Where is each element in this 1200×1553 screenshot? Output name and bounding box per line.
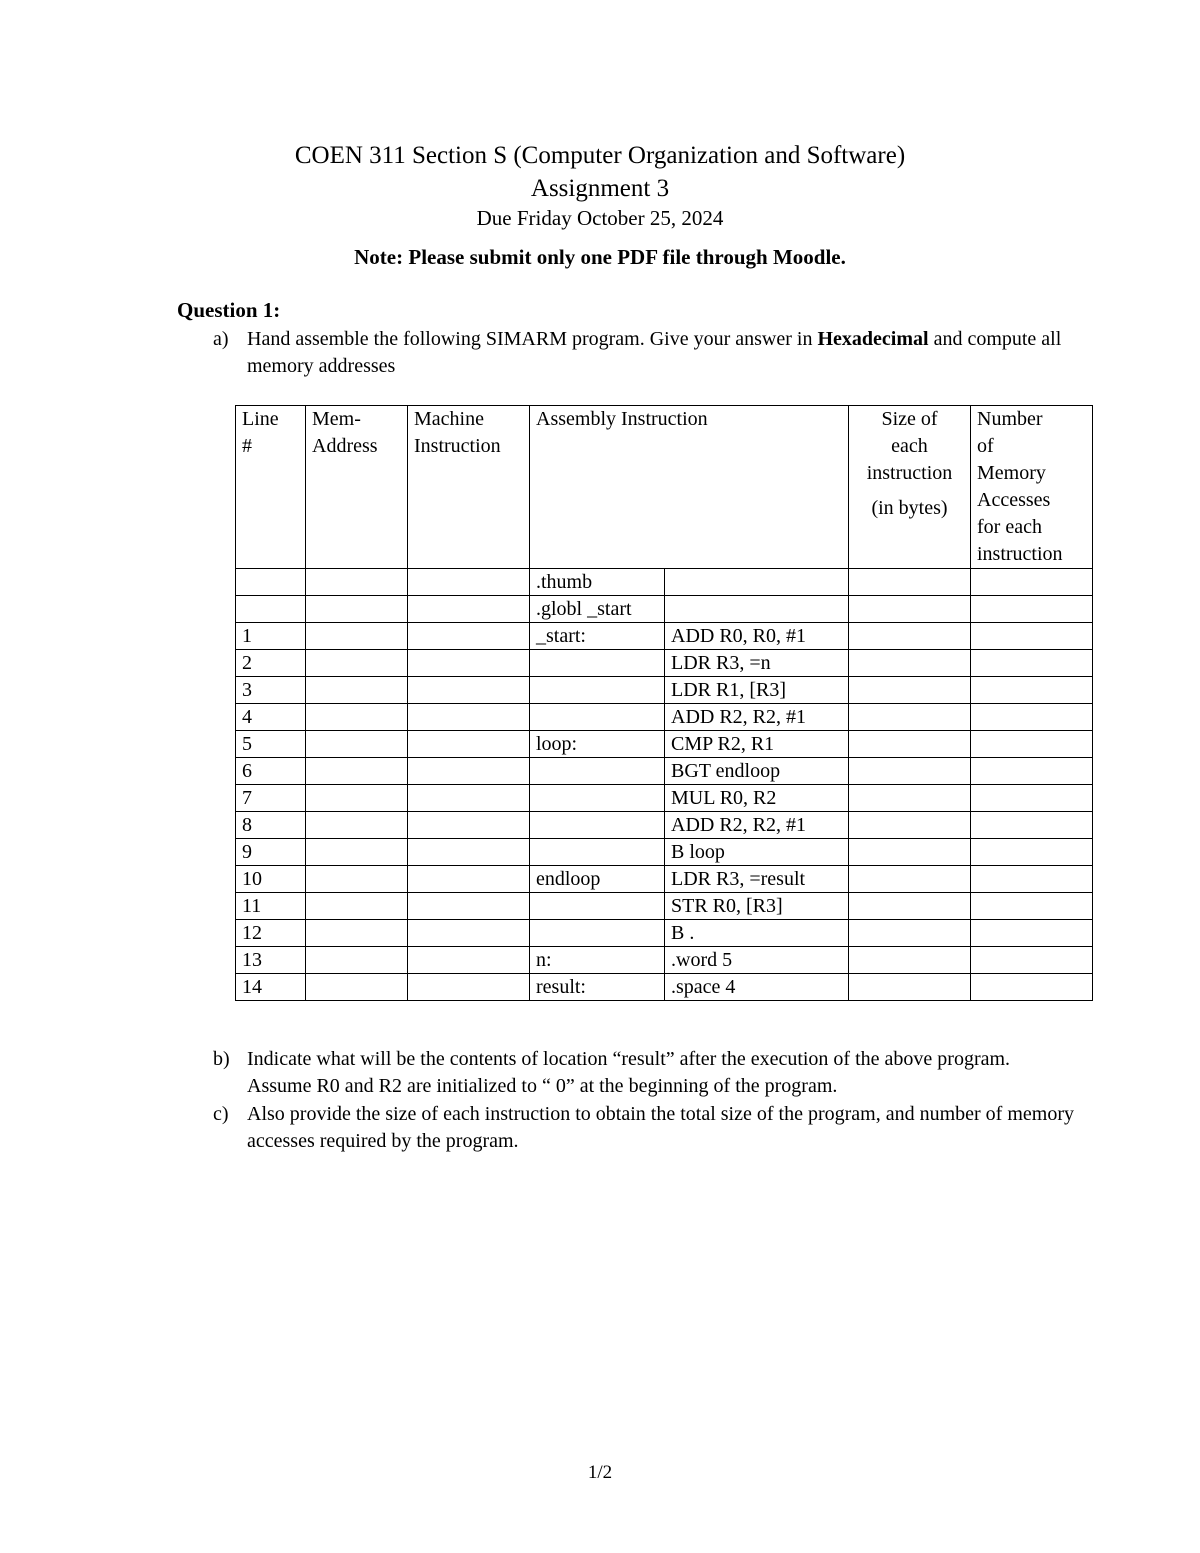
cell-instruction: .space 4	[665, 974, 849, 1001]
due-date: Due Friday October 25, 2024	[476, 206, 724, 230]
cell-line: 8	[236, 812, 306, 839]
cell-machine-instruction	[408, 569, 530, 596]
cell-memory-accesses	[971, 866, 1093, 893]
cell-size	[849, 650, 971, 677]
cell-line: 1	[236, 623, 306, 650]
cell-label	[530, 893, 665, 920]
cell-machine-instruction	[408, 893, 530, 920]
cell-memory-accesses	[971, 623, 1093, 650]
document-title: COEN 311 Section S (Computer Organization and Software)	[294, 142, 906, 169]
table-row	[236, 677, 1093, 704]
cell-mem-address	[306, 677, 408, 704]
cell-instruction: LDR R3, =result	[665, 866, 849, 893]
cell-instruction	[665, 596, 849, 623]
cell-line: 10	[236, 866, 306, 893]
question-1b-text: Indicate what will be the contents of location “result” after the execution of the above program. Assume R0 and R2 are initialized to “ 0” at the beginning of the program.	[247, 1048, 1011, 1097]
cell-label	[530, 677, 665, 704]
cell-machine-instruction	[408, 758, 530, 785]
table-body	[236, 569, 1093, 1001]
table-row	[236, 920, 1093, 947]
cell-mem-address	[306, 704, 408, 731]
cell-size	[849, 704, 971, 731]
table-row	[236, 704, 1093, 731]
cell-mem-address	[306, 569, 408, 596]
cell-size	[849, 947, 971, 974]
cell-memory-accesses	[971, 920, 1093, 947]
cell-label	[530, 704, 665, 731]
cell-instruction: LDR R3, =n	[665, 650, 849, 677]
question-1c-label: c)	[213, 1103, 229, 1125]
cell-memory-accesses	[971, 893, 1093, 920]
cell-memory-accesses	[971, 785, 1093, 812]
table-header-row	[236, 406, 1093, 569]
cell-size	[849, 569, 971, 596]
cell-instruction: ADD R2, R2, #1	[665, 812, 849, 839]
cell-line: 12	[236, 920, 306, 947]
cell-memory-accesses	[971, 974, 1093, 1001]
cell-mem-address	[306, 650, 408, 677]
cell-size	[849, 893, 971, 920]
cell-machine-instruction	[408, 623, 530, 650]
cell-label	[530, 650, 665, 677]
question-1c-text: Also provide the size of each instruction to obtain the total size of the program, and number of memory accesses required by the program.	[247, 1103, 1074, 1152]
question-1b-label: b)	[213, 1048, 230, 1070]
cell-machine-instruction	[408, 839, 530, 866]
table-row	[236, 785, 1093, 812]
cell-line	[236, 569, 306, 596]
cell-size	[849, 974, 971, 1001]
cell-size	[849, 920, 971, 947]
cell-line: 3	[236, 677, 306, 704]
cell-instruction: ADD R2, R2, #1	[665, 704, 849, 731]
cell-machine-instruction	[408, 866, 530, 893]
cell-label	[530, 758, 665, 785]
cell-instruction: ADD R0, R0, #1	[665, 623, 849, 650]
table-row	[236, 812, 1093, 839]
cell-label: n:	[530, 947, 665, 974]
cell-label: _start:	[530, 623, 665, 650]
header-assembly-instruction: Assembly Instruction	[530, 406, 849, 569]
cell-size	[849, 839, 971, 866]
cell-mem-address	[306, 731, 408, 758]
cell-memory-accesses	[971, 947, 1093, 974]
cell-instruction	[665, 569, 849, 596]
cell-size	[849, 623, 971, 650]
cell-machine-instruction	[408, 785, 530, 812]
cell-machine-instruction	[408, 731, 530, 758]
table-row	[236, 974, 1093, 1001]
cell-mem-address	[306, 596, 408, 623]
table-row	[236, 650, 1093, 677]
cell-line: 13	[236, 947, 306, 974]
header-mem-address: Mem- Address	[306, 406, 408, 569]
question-1a-text	[247, 326, 1077, 380]
cell-memory-accesses	[971, 677, 1093, 704]
cell-machine-instruction	[408, 812, 530, 839]
cell-machine-instruction	[408, 596, 530, 623]
table-row	[236, 623, 1093, 650]
cell-memory-accesses	[971, 650, 1093, 677]
cell-instruction: B .	[665, 920, 849, 947]
cell-instruction: LDR R1, [R3]	[665, 677, 849, 704]
cell-mem-address	[306, 893, 408, 920]
cell-memory-accesses	[971, 596, 1093, 623]
header-size: Size of each instruction (in bytes)	[849, 406, 971, 569]
table-row	[236, 596, 1093, 623]
assignment-subtitle: Assignment 3	[530, 175, 670, 202]
cell-mem-address	[306, 839, 408, 866]
cell-memory-accesses	[971, 758, 1093, 785]
cell-line: 5	[236, 731, 306, 758]
table-row	[236, 839, 1093, 866]
cell-memory-accesses	[971, 704, 1093, 731]
cell-label	[530, 812, 665, 839]
cell-size	[849, 758, 971, 785]
cell-size	[849, 596, 971, 623]
cell-memory-accesses	[971, 731, 1093, 758]
cell-mem-address	[306, 920, 408, 947]
cell-memory-accesses	[971, 569, 1093, 596]
question-1a-text-part2: and compute all memory addresses	[247, 328, 1062, 377]
cell-mem-address	[306, 758, 408, 785]
cell-line: 14	[236, 974, 306, 1001]
cell-machine-instruction	[408, 974, 530, 1001]
cell-instruction: STR R0, [R3]	[665, 893, 849, 920]
cell-instruction: MUL R0, R2	[665, 785, 849, 812]
cell-line: 4	[236, 704, 306, 731]
cell-line: 9	[236, 839, 306, 866]
table-row	[236, 731, 1093, 758]
table-row	[236, 947, 1093, 974]
cell-memory-accesses	[971, 839, 1093, 866]
cell-label: result:	[530, 974, 665, 1001]
cell-line: 6	[236, 758, 306, 785]
submission-note: Note: Please submit only one PDF file through Moodle.	[354, 245, 846, 269]
cell-size	[849, 866, 971, 893]
question-1a-bold: Hexadecimal	[817, 328, 929, 350]
cell-instruction: .word 5	[665, 947, 849, 974]
table-row	[236, 893, 1093, 920]
cell-machine-instruction	[408, 677, 530, 704]
table-row	[236, 866, 1093, 893]
cell-label: endloop	[530, 866, 665, 893]
table-row	[236, 758, 1093, 785]
cell-machine-instruction	[408, 704, 530, 731]
cell-mem-address	[306, 974, 408, 1001]
cell-label: .globl _start	[530, 596, 665, 623]
cell-machine-instruction	[408, 947, 530, 974]
page-number: 1/2	[587, 1462, 613, 1483]
cell-mem-address	[306, 623, 408, 650]
cell-machine-instruction	[408, 650, 530, 677]
cell-memory-accesses	[971, 812, 1093, 839]
question-1a-label: a)	[213, 328, 229, 350]
cell-label	[530, 920, 665, 947]
cell-line: 7	[236, 785, 306, 812]
cell-label	[530, 839, 665, 866]
cell-instruction: B loop	[665, 839, 849, 866]
cell-mem-address	[306, 812, 408, 839]
cell-label: loop:	[530, 731, 665, 758]
cell-line: 11	[236, 893, 306, 920]
cell-mem-address	[306, 947, 408, 974]
cell-machine-instruction	[408, 920, 530, 947]
assembly-table	[235, 405, 1093, 1001]
cell-line	[236, 596, 306, 623]
cell-label: .thumb	[530, 569, 665, 596]
cell-size	[849, 731, 971, 758]
header-line: Line #	[236, 406, 306, 569]
cell-mem-address	[306, 866, 408, 893]
question-1-heading: Question 1:	[177, 298, 281, 322]
cell-size	[849, 677, 971, 704]
cell-size	[849, 812, 971, 839]
cell-size	[849, 785, 971, 812]
cell-label	[530, 785, 665, 812]
cell-line: 2	[236, 650, 306, 677]
cell-instruction: BGT endloop	[665, 758, 849, 785]
cell-instruction: CMP R2, R1	[665, 731, 849, 758]
table-row	[236, 569, 1093, 596]
question-1a-text-part1: Hand assemble the following SIMARM program. Give your answer in	[247, 328, 818, 350]
header-machine-instruction: Machine Instruction	[408, 406, 530, 569]
cell-mem-address	[306, 785, 408, 812]
header-memory-accesses: Number of Memory Accesses for each instruction	[971, 406, 1093, 569]
